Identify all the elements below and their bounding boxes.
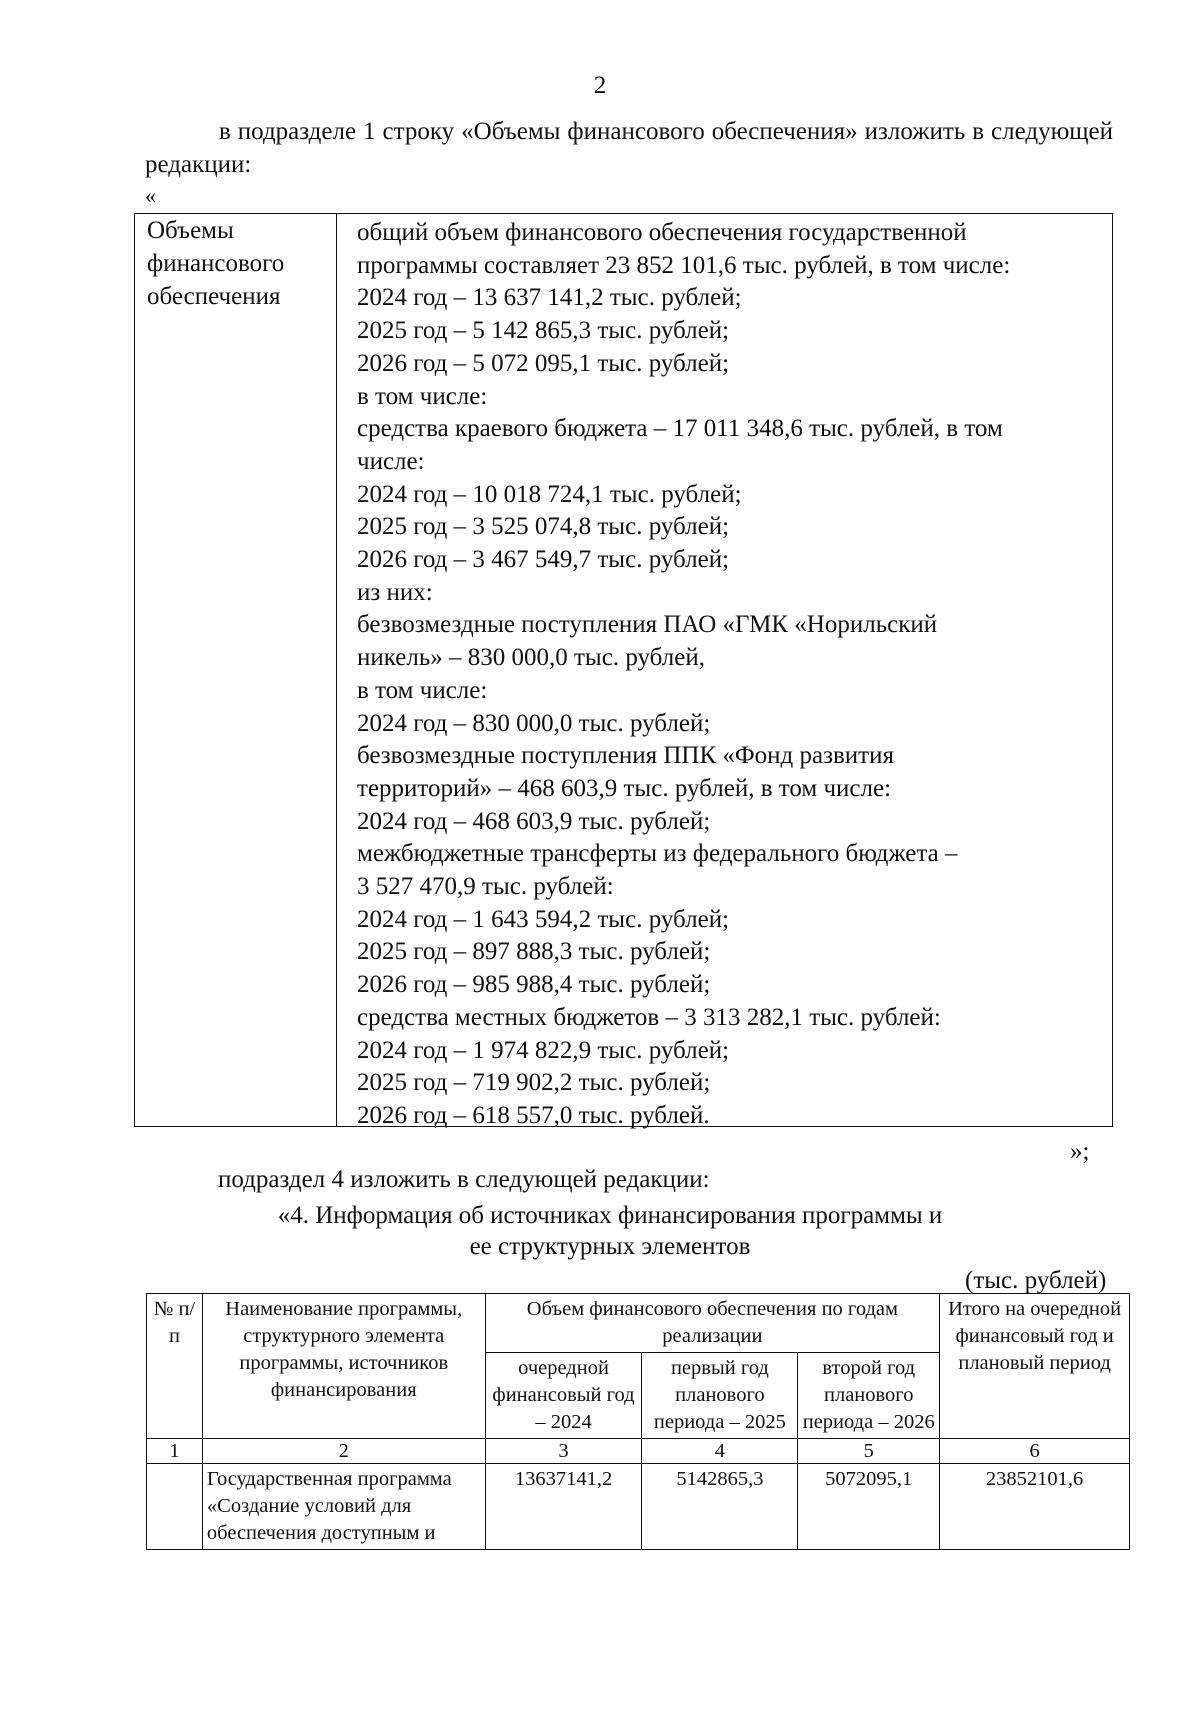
section-title-line: «4. Информация об источниках финансирования программы и (277, 1202, 943, 1229)
table-row (147, 1464, 1130, 1550)
funding-line: общий объем финансового обеспечения государственной (357, 219, 967, 246)
funding-volume-content (357, 217, 1107, 1133)
label-line: финансового (147, 250, 285, 277)
intro-text: в подразделе 1 строку «Объемы финансового обеспечения» изложить в следующей редакции: (145, 118, 1113, 178)
label-line: Объемы (147, 217, 234, 244)
column-number: 5 (798, 1439, 940, 1464)
header-year-2025: первый год планового периода – 2025 (642, 1353, 798, 1439)
funding-line: 2024 год – 1 643 594,2 тыс. рублей; (357, 905, 730, 933)
funding-line: числе: (357, 447, 425, 475)
header-year-2026: второй год планового периода – 2026 (798, 1353, 940, 1439)
funding-line: средства местных бюджетов – 3 313 282,1 тыс. рублей: (357, 1003, 941, 1031)
column-number-row (147, 1439, 1130, 1464)
box-divider (336, 214, 337, 1126)
funding-line: программы составляет 23 852 101,6 тыс. рублей, в том числе: (357, 251, 1011, 279)
header-num: № п/п (147, 1294, 203, 1439)
funding-line: 2024 год – 13 637 141,2 тыс. рублей; (357, 284, 742, 312)
page-number: 2 (593, 72, 607, 99)
row-value-2024: 13637141,2 (485, 1464, 642, 1550)
header-name: Наименование программы, структурного элемента программы, источников финансирования (202, 1294, 485, 1439)
funding-line: средства краевого бюджета – 17 011 348,6 тыс. рублей, в том (357, 415, 1003, 443)
funding-line: 2024 год – 1 974 822,9 тыс. рублей; (357, 1036, 730, 1064)
intro-paragraph (145, 115, 1113, 181)
column-number: 3 (485, 1439, 642, 1464)
funding-line: 2026 год – 3 467 549,7 тыс. рублей; (357, 546, 730, 574)
row-value-2026: 5072095,1 (798, 1464, 940, 1550)
close-quote: »; (1070, 1138, 1090, 1165)
funding-line: в том числе: (357, 382, 488, 410)
row-value-total: 23852101,6 (940, 1464, 1130, 1550)
funding-line: 2025 год – 897 888,3 тыс. рублей; (357, 938, 711, 966)
funding-line: 2025 год – 719 902,2 тыс. рублей; (357, 1069, 711, 1097)
column-number: 6 (940, 1439, 1130, 1464)
funding-line: 2025 год – 5 142 865,3 тыс. рублей; (357, 317, 730, 345)
funding-line: в том числе: (357, 676, 488, 704)
funding-line: 2026 год – 618 557,0 тыс. рублей. (357, 1101, 710, 1129)
funding-line: территорий» – 468 603,9 тыс. рублей, в том числе: (357, 774, 892, 802)
section-title-line: ее структурных элементов (469, 1233, 751, 1260)
funding-volume-label (147, 214, 327, 313)
funding-line: 2026 год – 985 988,4 тыс. рублей; (357, 971, 711, 999)
header-total: Итого на очередной финансовый год и плановый период (940, 1294, 1130, 1439)
funding-line: 2025 год – 3 525 074,8 тыс. рублей; (357, 513, 730, 541)
column-number: 4 (642, 1439, 798, 1464)
funding-line: из них: (357, 578, 433, 606)
funding-line: 2026 год – 5 072 095,1 тыс. рублей; (357, 349, 730, 377)
funding-line: безвозмездные поступления ПАО «ГМК «Норильский (357, 611, 938, 639)
funding-line: безвозмездные поступления ППК «Фонд развития (357, 742, 894, 770)
header-year-2024: очередной финансовый год – 2024 (485, 1353, 642, 1439)
funding-volume-box (134, 213, 1113, 1127)
units-note: (тыс. рублей) (965, 1267, 1107, 1294)
funding-line: 2024 год – 830 000,0 тыс. рублей; (357, 709, 711, 737)
column-number: 2 (202, 1439, 485, 1464)
open-quote: « (145, 183, 156, 208)
funding-line: межбюджетные трансферты из федерального бюджета – (357, 840, 958, 868)
column-number: 1 (147, 1439, 203, 1464)
funding-line: 2024 год – 468 603,9 тыс. рублей; (357, 807, 711, 835)
funding-line: 3 527 470,9 тыс. рублей: (357, 873, 614, 901)
table-header-row (147, 1294, 1130, 1353)
funding-line: 2024 год – 10 018 724,1 тыс. рублей; (357, 480, 742, 508)
row-num (147, 1464, 203, 1550)
header-volume: Объем финансового обеспечения по годам реализации (485, 1294, 940, 1353)
section-title (230, 1200, 990, 1262)
subsection-intro: подраздел 4 изложить в следующей редакции: (218, 1166, 710, 1193)
row-value-2025: 5142865,3 (642, 1464, 798, 1550)
funding-line: никель» – 830 000,0 тыс. рублей, (357, 644, 705, 672)
row-name: Государственная программа «Создание условий для обеспечения доступным и (202, 1464, 485, 1550)
label-line: обеспечения (147, 283, 281, 310)
financing-table (146, 1293, 1130, 1550)
